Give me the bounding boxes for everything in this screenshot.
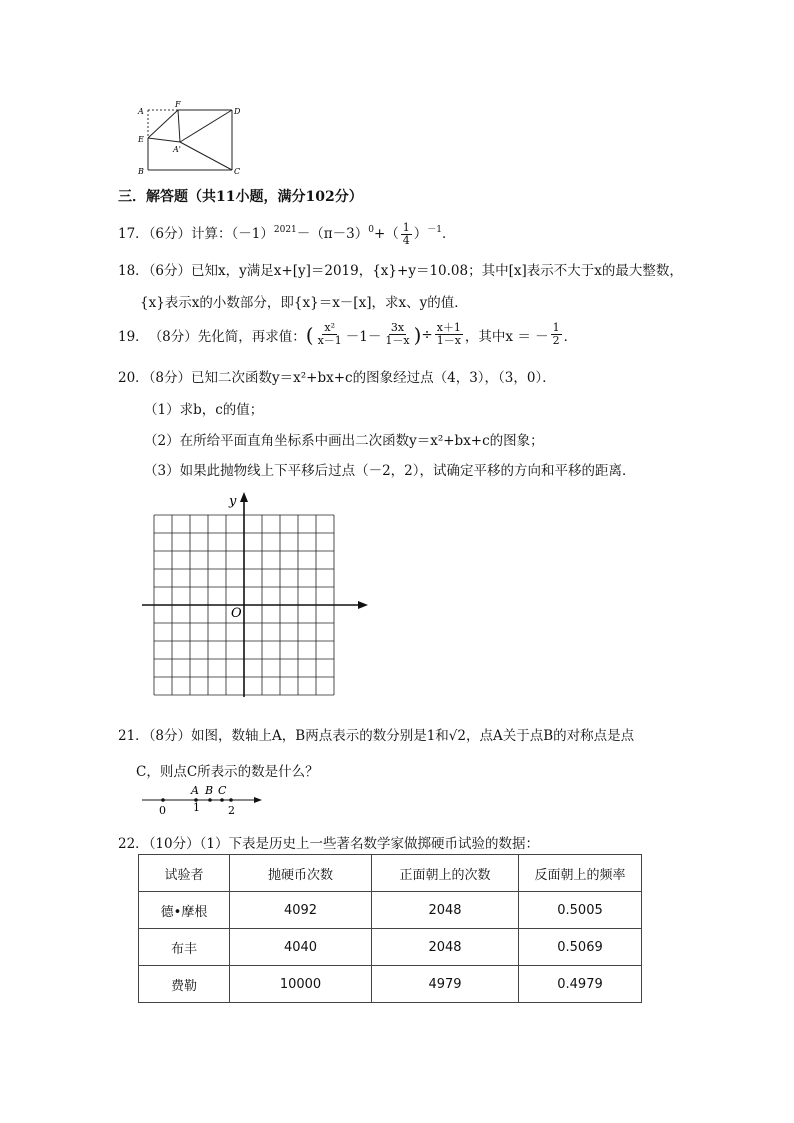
label-E: E <box>138 135 144 144</box>
q17-mid: －（π－3） <box>296 226 369 242</box>
q17-lead: 计算：（－1） <box>191 226 274 242</box>
table-cell: 0.5069 <box>519 929 642 966</box>
q19-open-paren: ( <box>305 322 314 347</box>
table-cell: 4092 <box>230 892 372 929</box>
q17-plus: +（ <box>373 226 399 242</box>
label-nl-C: C <box>218 784 227 797</box>
table-cell: 费勒 <box>139 966 230 1003</box>
q19-number: 19． <box>118 328 149 345</box>
q19-fraction-1: $\frac{\text{x²}}{x-1}$ <box>317 321 342 347</box>
q19-fraction-2: $\frac{3x}{1-x}$ <box>385 321 410 347</box>
q18-number: 18． <box>118 263 149 279</box>
label-nl-A: A <box>191 784 199 797</box>
q22-stem: （1）下表是历史上一些著名数学家做掷硬币试验的数据： <box>199 836 539 852</box>
label-F: F <box>175 100 181 109</box>
q19-fraction-3: $\frac{x+1}{1-x}$ <box>436 321 461 347</box>
label-nl-1: 1 <box>193 801 200 814</box>
q21-number: 21． <box>118 728 149 744</box>
q17-frac-den: 4 <box>402 234 410 247</box>
table-cell: 布丰 <box>139 929 230 966</box>
q17-score: （6分） <box>148 226 192 242</box>
table-header-row <box>139 855 642 892</box>
table-cell: 2048 <box>372 929 519 966</box>
q18-line2: {x}表示x的小数部分，即{x}＝x－[x]，求x、y的值． <box>140 295 468 311</box>
table-row <box>139 929 642 966</box>
table-cell: 德•摩根 <box>139 892 230 929</box>
q19-where: ，其中x ＝ － <box>464 328 549 345</box>
question-18 <box>118 259 683 279</box>
table-cell: 0.4979 <box>519 966 642 1003</box>
y-axis-label: y <box>229 494 237 509</box>
q20-stem: 已知二次函数y＝x²+bx+c的图象经过点（4，3），（3，0）． <box>191 370 556 386</box>
q19-minus: －1－ <box>345 328 382 345</box>
section-heading: 三．解答题（共11小题，满分102分） <box>118 189 363 205</box>
table-header: 反面朝上的频率 <box>519 855 642 892</box>
q19-fraction-4: $\frac{1}{2}$ <box>552 321 560 347</box>
q19-end: ． <box>563 328 578 345</box>
q17-frac-num: 1 <box>402 221 410 234</box>
q20-part-2: （2）在所给平面直角坐标系中画出二次函数y＝x²+bx+c的图象； <box>144 433 544 449</box>
label-nl-0: 0 <box>159 804 166 817</box>
table-row <box>139 892 642 929</box>
q18-line1: 已知x，y满足x+[y]＝2019，{x}+y＝10.08；其中[x]表示不大于x的最大整数， <box>191 263 683 279</box>
table-cell: 2048 <box>372 892 519 929</box>
label-nl-B: B <box>205 784 214 797</box>
q21-score: （8分） <box>148 728 192 744</box>
question-17 <box>118 222 456 247</box>
label-C: C <box>234 167 241 176</box>
q17-fraction <box>401 222 412 247</box>
q21-line1: 如图，数轴上A，B两点表示的数分别是1和√2，点A关于点B的对称点是点 <box>191 728 635 744</box>
table-cell: 10000 <box>230 966 372 1003</box>
coordinate-grid[interactable] <box>138 490 372 702</box>
table-header: 正面朝上的次数 <box>372 855 519 892</box>
q20-part-3: （3）如果此抛物线上下平移后过点（－2，2），试确定平移的方向和平移的距离． <box>144 463 636 479</box>
point-0 <box>161 798 165 802</box>
q17-exp3: －1 <box>427 225 443 235</box>
coin-toss-table <box>138 854 642 1003</box>
question-22 <box>118 832 539 852</box>
q22-number: 22． <box>118 836 149 852</box>
q22-score: （10分） <box>148 836 200 852</box>
label-A-prime: A' <box>173 145 181 154</box>
q19-lead: 先化简，再求值： <box>197 328 306 345</box>
table-cell: 4040 <box>230 929 372 966</box>
label-B: B <box>138 167 144 176</box>
question-21 <box>118 724 634 744</box>
q17-exp2: 0 <box>368 225 374 235</box>
q20-part-1: （1）求b，c的值； <box>144 402 264 418</box>
q17-end: ． <box>442 226 456 242</box>
number-line <box>138 784 268 818</box>
question-20 <box>118 366 556 386</box>
table-header: 抛硬币次数 <box>230 855 372 892</box>
label-nl-2: 2 <box>228 804 235 817</box>
x-axis-arrow <box>358 601 368 609</box>
label-D: D <box>234 107 241 116</box>
question-19 <box>118 322 577 347</box>
table-header: 试验者 <box>139 855 230 892</box>
point-B <box>208 798 212 802</box>
label-A: A <box>138 107 144 116</box>
table-cell: 0.5005 <box>519 892 642 929</box>
y-axis-arrow <box>240 492 248 502</box>
q17-number: 17． <box>118 226 149 242</box>
q19-close-paren: ) <box>413 322 422 347</box>
origin-label: O <box>231 606 242 621</box>
q21-line2: C，则点C所表示的数是什么？ <box>136 764 319 780</box>
q17-exp1: 2021 <box>273 225 297 235</box>
q19-div: ÷ <box>421 326 433 343</box>
q18-score: （6分） <box>148 263 192 279</box>
point-C <box>220 798 224 802</box>
q17-close: ） <box>413 226 428 242</box>
q19-score: （8分） <box>148 328 198 345</box>
q20-score: （8分） <box>148 370 192 386</box>
point-2 <box>229 798 233 802</box>
q20-number: 20． <box>118 370 149 386</box>
folded-rectangle-figure <box>136 100 246 176</box>
table-row <box>139 966 642 1003</box>
table-cell: 4979 <box>372 966 519 1003</box>
